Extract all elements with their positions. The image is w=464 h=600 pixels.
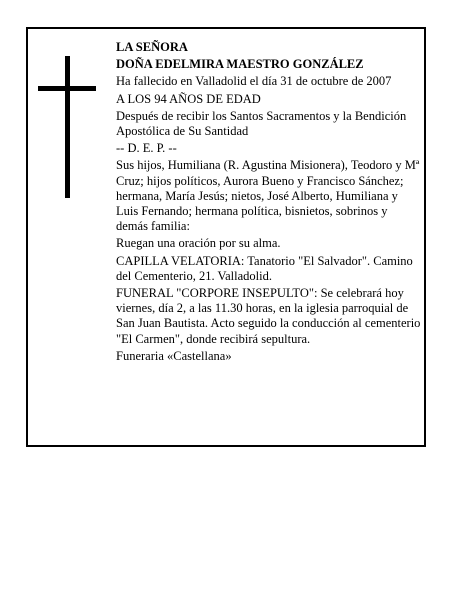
cross-icon	[38, 56, 96, 198]
obituary-frame	[26, 27, 426, 447]
chapel-paragraph: CAPILLA VELATORIA: Tanatorio "El Salvador". Camino del Cementerio, 21. Valladolid.	[116, 253, 413, 283]
deceased-name: DOÑA EDELMIRA MAESTRO GONZÁLEZ	[116, 57, 364, 72]
heading-title: LA SEÑORA	[116, 40, 188, 54]
age-statement: A LOS 94 AÑOS DE EDAD	[116, 91, 261, 106]
family-paragraph: Sus hijos, Humiliana (R. Agustina Misionera), Teodoro y Mª Cruz; hijos políticos, Aurora Bueno y Francisco Sánchez; hermana, María Jesús; nietos, José Alberto, Humiliana y Luis Fernando; hermana política, bisnietos, sobrinos y demás familia:	[116, 158, 420, 234]
obituary-text	[116, 40, 422, 366]
funeral-home-line: Funeraria «Castellana»	[116, 348, 232, 363]
prayer-line: Ruegan una oración por su alma.	[116, 236, 281, 251]
death-statement: Ha fallecido en Valladolid el día 31 de octubre de 2007	[116, 74, 392, 89]
sacraments-paragraph: Después de recibir los Santos Sacramentos y la Bendición Apostólica de Su Santidad	[116, 108, 407, 139]
cross-horizontal-bar	[38, 86, 96, 91]
cross-vertical-bar	[65, 56, 70, 198]
funeral-paragraph: FUNERAL "CORPORE INSEPULTO": Se celebrará hoy viernes, día 2, a las 11.30 horas, en la iglesia parroquial de San Juan Bautista. Acto seguido la conducción al cementerio "El Carmen", donde recibirá sepultura.	[116, 286, 421, 346]
dep-line: -- D. E. P. --	[116, 141, 177, 156]
